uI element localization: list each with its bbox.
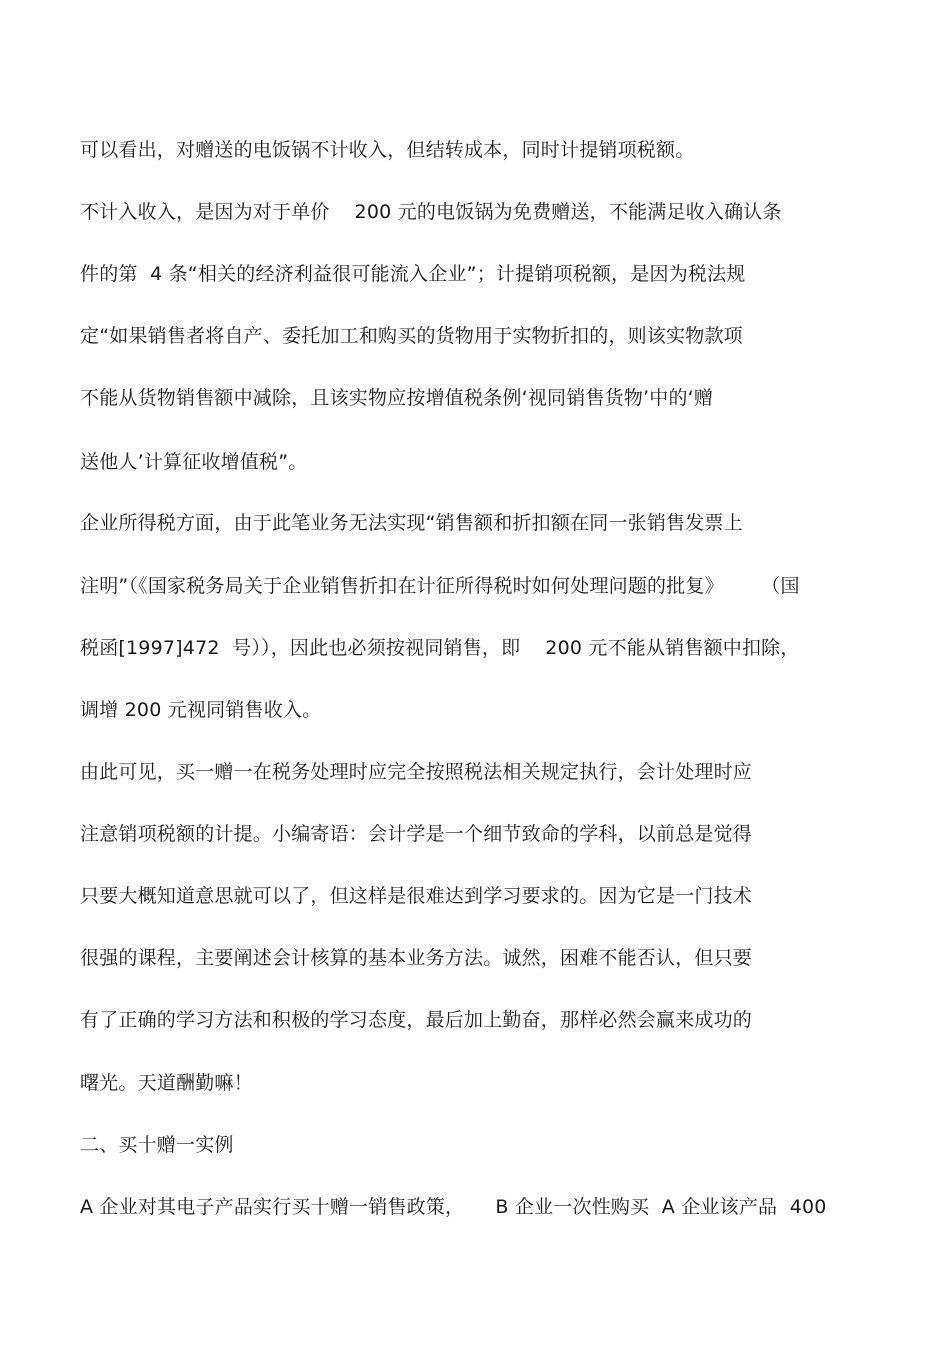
section-heading: 二、买十赠一实例 [80, 1134, 234, 1156]
text-line: 可以看出，对赠送的电饭锅不计收入，但结转成本，同时计提销项税额。 [80, 139, 695, 161]
text-line: 送他人’计算征收增值税”。 [80, 451, 308, 473]
text-line: 注意销项税额的计提。小编寄语：会计学是一个细节致命的学科，以前总是觉得 [80, 823, 753, 845]
text-line: 不能从货物销售额中减除，且该实物应按增值税条例‘视同销售货物’中的‘赠 [80, 387, 714, 409]
text-line: A 企业对其电子产品实行买十赠一销售政策， B 企业一次性购买 A 企业该产品 400 [80, 1196, 827, 1218]
text-line: 调增 200 元视同销售收入。 [80, 699, 322, 721]
text-line: 有了正确的学习方法和积极的学习态度，最后加上勤奋，那样必然会赢来成功的 [80, 1009, 753, 1031]
text-line: 企业所得税方面，由于此笔业务无法实现“销售额和折扣额在同一张销售发票上 [80, 512, 743, 534]
text-line: 曙光。天道酬勤嘛！ [80, 1072, 253, 1094]
text-line: 定“如果销售者将自产、委托加工和购买的货物用于实物折扣的，则该实物款项 [80, 325, 743, 347]
text-line: 由此可见，买一赠一在税务处理时应完全按照税法相关规定执行，会计处理时应 [80, 761, 753, 783]
text-line: 只要大概知道意思就可以了，但这样是很难达到学习要求的。因为它是一门技术 [80, 885, 753, 907]
text-line: 很强的课程，主要阐述会计核算的基本业务方法。诚然，困难不能否认，但只要 [80, 947, 753, 969]
text-line: 不计入收入，是因为对于单价 200 元的电饭锅为免费赠送，不能满足收入确认条 [80, 201, 782, 223]
text-line: 注明”（《国家税务局关于企业销售折扣在计征所得税时如何处理问题的批复》 （国 [80, 575, 800, 597]
text-line: 件的第 4 条“相关的经济利益很可能流入企业”；计提销项税额，是因为税法规 [80, 263, 746, 285]
text-line: 税函[1997]472 号）），因此也必须按视同销售，即 200 元不能从销售额中扣除， [80, 637, 800, 659]
